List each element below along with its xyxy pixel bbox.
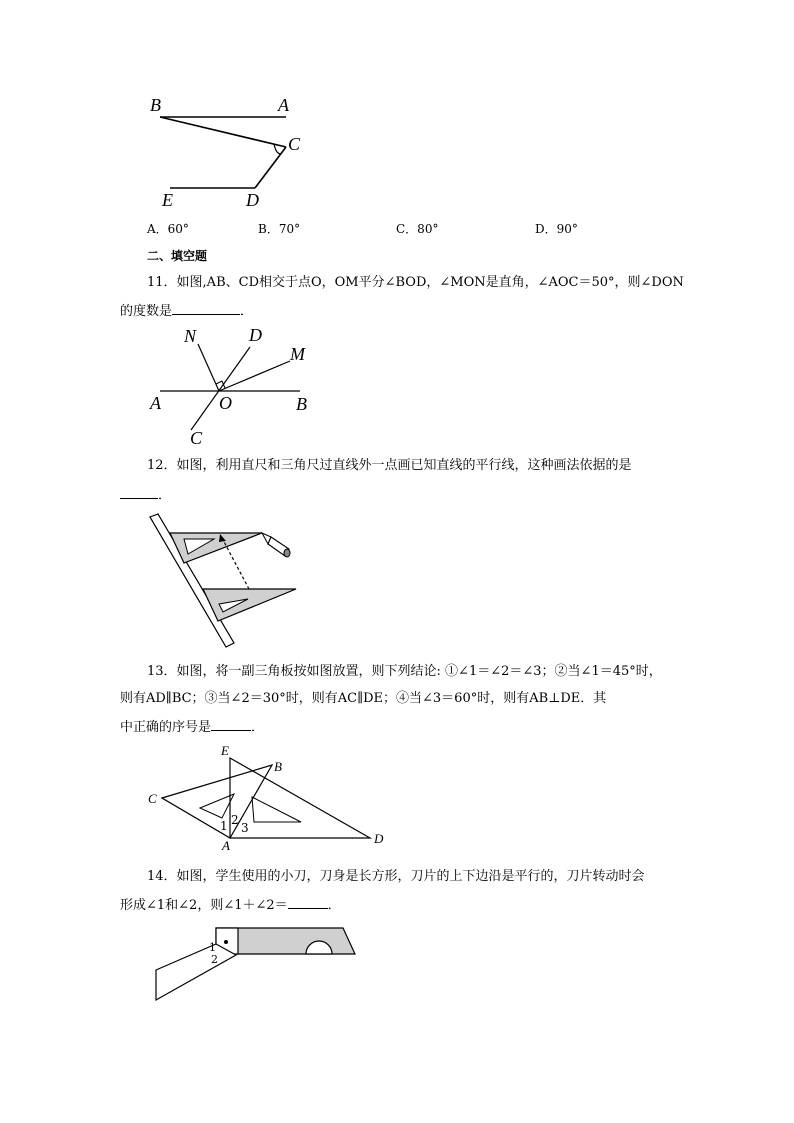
q13-label-a: A — [222, 838, 230, 853]
q13-suffix: ． — [251, 720, 265, 735]
knife-blade — [156, 944, 236, 1000]
q11-text-line1: 11．如图,AB、CD相交于点O，OM平分∠BOD，∠MON是直角，∠AOC＝50°，则∠DON — [147, 275, 684, 290]
q11-label-a: A — [150, 393, 161, 413]
q14-suffix: ． — [327, 898, 341, 913]
q10-choice-a: A．60° — [147, 222, 189, 236]
q11-suffix: ． — [240, 304, 254, 319]
q13-angle-1: 1 — [220, 819, 228, 833]
q13-label-b: B — [274, 759, 282, 774]
q13-label-c: C — [148, 791, 157, 806]
q13-label-d: D — [374, 831, 384, 846]
q10-choice-b: B．70° — [258, 222, 301, 236]
q10-label-e: E — [162, 190, 173, 210]
q13-angle-3: 3 — [241, 821, 249, 835]
q11-label-o: O — [219, 393, 232, 413]
q14-angle-1: 1 — [209, 941, 216, 954]
q11-label-c: C — [190, 428, 203, 448]
q10-label-b: B — [150, 95, 161, 115]
q14-angle-2: 2 — [211, 953, 218, 966]
q12-suffix: ． — [158, 488, 172, 503]
q12-text-line1: 12．如图，利用直尺和三角尺过直线外一点画已知直线的平行线，这种画法依据的是 — [147, 458, 632, 473]
q13-text-line2: 则有AD∥BC；③当∠2＝30°时，则有AC∥DE；④当∠3＝60°时，则有AB⊥DE．其 — [120, 691, 607, 706]
pivot-dot — [224, 940, 228, 944]
q10-choice-c: C．80° — [396, 222, 439, 236]
q13-text-line1: 13．如图，将一副三角板按如图放置，则下列结论: ①∠1＝∠2＝∠3；②当∠1＝45°时， — [147, 664, 662, 679]
q11-label-m: M — [290, 344, 305, 364]
q10-choice-d: D．90° — [535, 222, 578, 236]
q10-label-a: A — [278, 95, 289, 115]
q11-label-d: D — [249, 325, 262, 345]
q13-label-e: E — [221, 743, 229, 758]
q11-prefix: 的度数是 — [120, 304, 173, 319]
q14-text-line1: 14．如图，学生使用的小刀，刀身是长方形，刀片的上下边沿是平行的，刀片转动时会 — [147, 869, 645, 884]
section-title: 二、填空题 — [147, 249, 208, 263]
q10-label-c: C — [288, 134, 301, 154]
q11-label-b: B — [296, 394, 307, 414]
q13-angle-2: 2 — [231, 813, 239, 827]
q11-label-n: N — [184, 326, 197, 346]
q14-prefix: 形成∠1和∠2，则∠1＋∠2＝ — [120, 898, 288, 913]
q10-label-d: D — [246, 190, 259, 210]
q13-prefix: 中正确的序号是 — [120, 720, 212, 735]
